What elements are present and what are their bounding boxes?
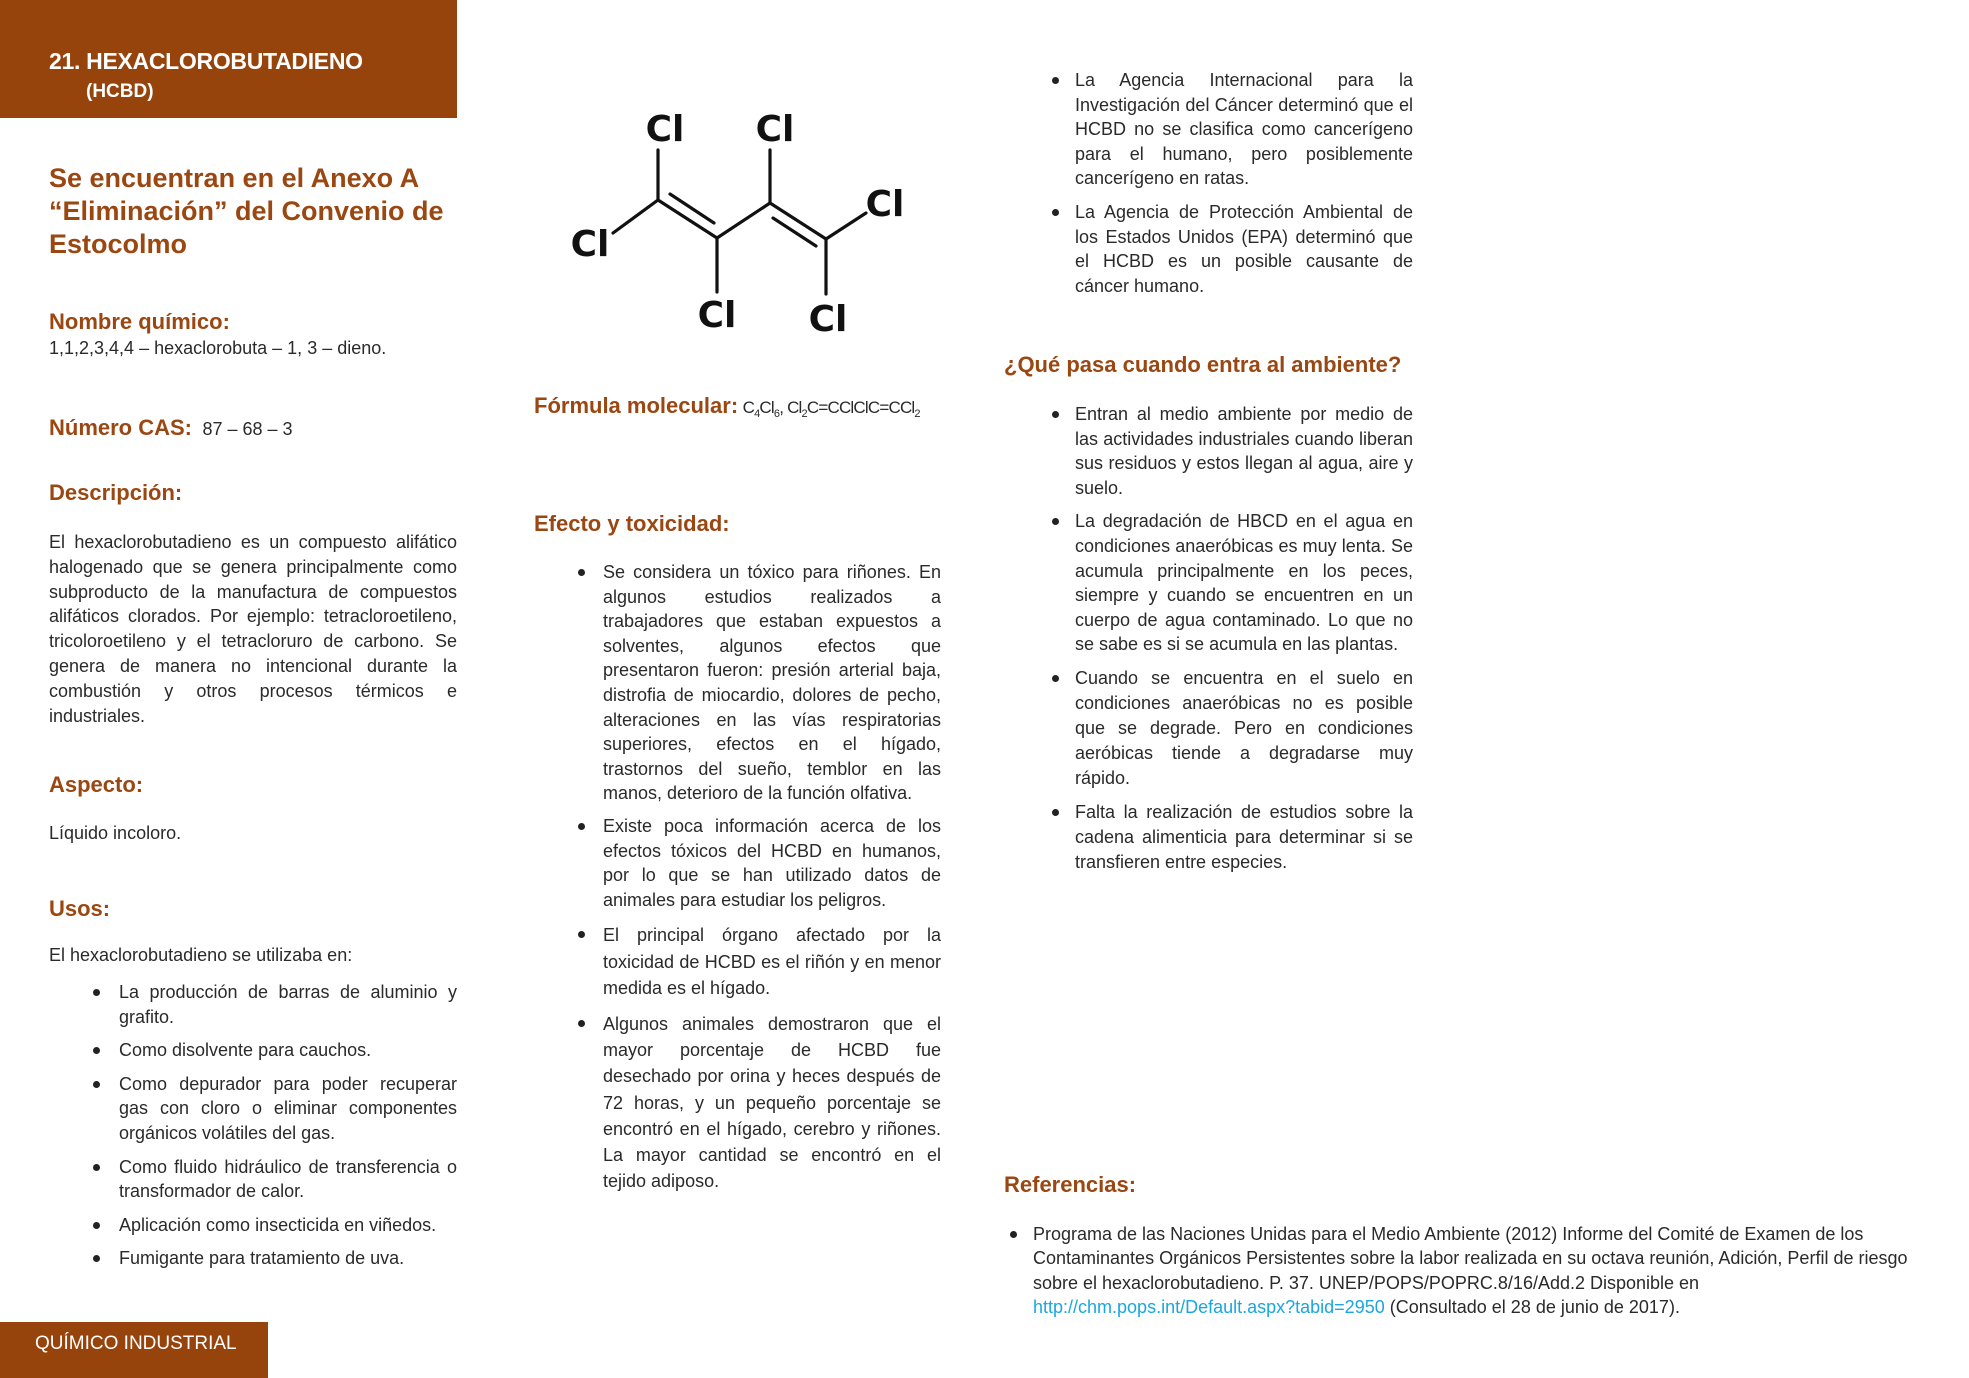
description-text: El hexaclorobutadieno es un compuesto alifático halogenado que se genera principalmente como subproducto de la manufactura de compuestos alifáticos clorados. Por ejemplo: tetracloroetileno, tricoloroetileno y el tetracloruro de carbono. Se genera de manera no intencional durante la combustión y otros procesos térmicos e industriales. <box>49 532 457 726</box>
reference-link[interactable]: http://chm.pops.int/Default.aspx?tabid=2950 <box>1033 1296 1385 1317</box>
cl-atom-label: Cl <box>645 109 685 150</box>
list-item: Algunos animales demostraron que el mayor porcentaje de HCBD fue desechado por orina y heces después de 72 horas, y un pequeño porcentaje se encontró en el hígado, cerebro y riñones. La mayor cantidad se encontró en el tejido adiposo. <box>603 1011 941 1194</box>
bullet-icon <box>578 931 585 938</box>
cl-atom-label: Cl <box>808 299 848 340</box>
page-title: 21. HEXACLOROBUTADIENO <box>49 48 363 74</box>
list-item: La Agencia de Protección Ambiental de los Estados Unidos (EPA) determinó que el HCBD es un posible causante de cáncer humano. <box>1075 200 1413 298</box>
uses-label: Usos: <box>49 896 111 921</box>
appearance-label: Aspecto: <box>49 772 144 797</box>
list-item: Aplicación como insecticida en viñedos. <box>119 1213 457 1238</box>
list-item: El principal órgano afectado por la toxicidad de HCBD es el riñón y en menor medida es el hígado. <box>603 922 941 1001</box>
list-item: Se considera un tóxico para riñones. En algunos estudios realizados a trabajadores que estaban expuestos a solventes, algunos efectos que presentaron fueron: presión arterial baja, distrofia de miocardio, dolores de pecho, alteraciones en las vías respiratorias superiores, efectos en el hígado, trastornos del sueño, temblor en las manos, deterioro de la función olfativa. <box>603 560 941 806</box>
list-item: Como disolvente para cauchos. <box>119 1038 457 1063</box>
bullet-icon <box>93 1164 100 1171</box>
bullet-icon <box>93 1081 100 1088</box>
references-label: Referencias: <box>1004 1172 1137 1197</box>
list-item: Existe poca información acerca de los efectos tóxicos del HCBD en humanos, por lo que se han utilizado datos de animales para estudiar los peligros. <box>603 814 941 912</box>
list-item: La degradación de HBCD en el agua en condiciones anaeróbicas es muy lenta. Se acumula principalmente en los peces, siempre y cuando se encuentren en un cuerpo de agua contaminado. Lo que no se sabe es si se acumula en las plantas. <box>1075 509 1413 657</box>
bullet-icon <box>1052 209 1059 216</box>
list-item: Como depurador para poder recuperar gas con cloro o eliminar componentes orgánicos volátiles del gas. <box>119 1072 457 1146</box>
list-item: Fumigante para tratamiento de uva. <box>119 1246 457 1271</box>
bullet-icon <box>1052 518 1059 525</box>
bullet-icon <box>1052 809 1059 816</box>
chemical-name-value: 1,1,2,3,4,4 – hexaclorobuta – 1, 3 – dieno. <box>49 338 387 358</box>
formula-row <box>534 393 920 419</box>
chemical-name-label: Nombre químico: <box>49 309 230 334</box>
bullet-icon <box>93 1255 100 1262</box>
bullet-icon <box>578 823 585 830</box>
cl-atom-label: Cl <box>865 184 905 225</box>
cl-atom-label: Cl <box>570 224 610 265</box>
environment-label: ¿Qué pasa cuando entra al ambiente? <box>1004 352 1402 377</box>
bullet-icon <box>93 1222 100 1229</box>
page-subtitle: (HCBD) <box>86 81 154 102</box>
list-item: La producción de barras de aluminio y grafito. <box>119 980 457 1029</box>
cancer-list <box>1075 68 1413 307</box>
formula-label: Fórmula molecular: <box>534 393 739 418</box>
list-item: Falta la realización de estudios sobre la cadena alimenticia para determinar si se transfieren entre especies. <box>1075 800 1413 875</box>
cas-number-label: Número CAS: <box>49 415 193 440</box>
list-item: Cuando se encuentra en el suelo en condiciones anaeróbicas no es posible que se degrade. Pero en condiciones aeróbicas tiende a degradarse muy rápido. <box>1075 666 1413 791</box>
hexachlorobutadiene-structure-diagram <box>540 90 940 350</box>
appearance-text: Líquido incoloro. <box>49 823 182 843</box>
bullet-icon <box>1052 77 1059 84</box>
bullet-icon <box>578 569 585 576</box>
bullet-icon <box>1010 1231 1017 1238</box>
formula-value: $C_4Cl_6$, $Cl_2C=CClClC=CCl_2$ <box>742 398 920 420</box>
cl-atom-label: Cl <box>697 295 737 336</box>
uses-list <box>119 980 457 1280</box>
cas-number-value: 87 – 68 – 3 <box>202 419 293 439</box>
environment-list <box>1075 402 1413 884</box>
bullet-icon <box>93 1047 100 1054</box>
uses-intro: El hexaclorobutadieno se utilizaba en: <box>49 945 353 965</box>
cas-number-row <box>49 415 293 442</box>
description-label: Descripción: <box>49 480 183 505</box>
bullet-icon <box>93 989 100 996</box>
list-item: La Agencia Internacional para la Investigación del Cáncer determinó que el HCBD no se clasifica como cancerígeno para el humano, pero posiblemente cancerígeno en ratas. <box>1075 68 1413 191</box>
bullet-icon <box>1052 411 1059 418</box>
bullet-icon <box>578 1020 585 1027</box>
annex-note: Se encuentran en el Anexo A “Eliminación” del Convenio de Estocolmo <box>49 163 444 259</box>
toxicity-list <box>603 560 941 1203</box>
reference-item: Programa de las Naciones Unidas para el Medio Ambiente (2012) Informe del Comité de Examen de los Contaminantes Orgánicos Persistentes sobre la labor realizada en su octava reunión, Adición, Perfil de riesgo sobre el hexaclorobutadieno. P. 37. UNEP/POPS/POPRC.8/16/Add.2 Disponible en http://chm.pops.int/Default.aspx?tabid=2950 (Consultado el 28 de junio de 2017). <box>1033 1222 1921 1319</box>
cl-atom-label: Cl <box>755 109 795 150</box>
list-item: Como fluido hidráulico de transferencia o transformador de calor. <box>119 1155 457 1204</box>
footer-label: QUÍMICO INDUSTRIAL <box>35 1333 237 1354</box>
bullet-icon <box>1052 675 1059 682</box>
list-item: Entran al medio ambiente por medio de las actividades industriales cuando liberan sus residuos y estos llegan al agua, aire y suelo. <box>1075 402 1413 500</box>
toxicity-label: Efecto y toxicidad: <box>534 511 730 536</box>
